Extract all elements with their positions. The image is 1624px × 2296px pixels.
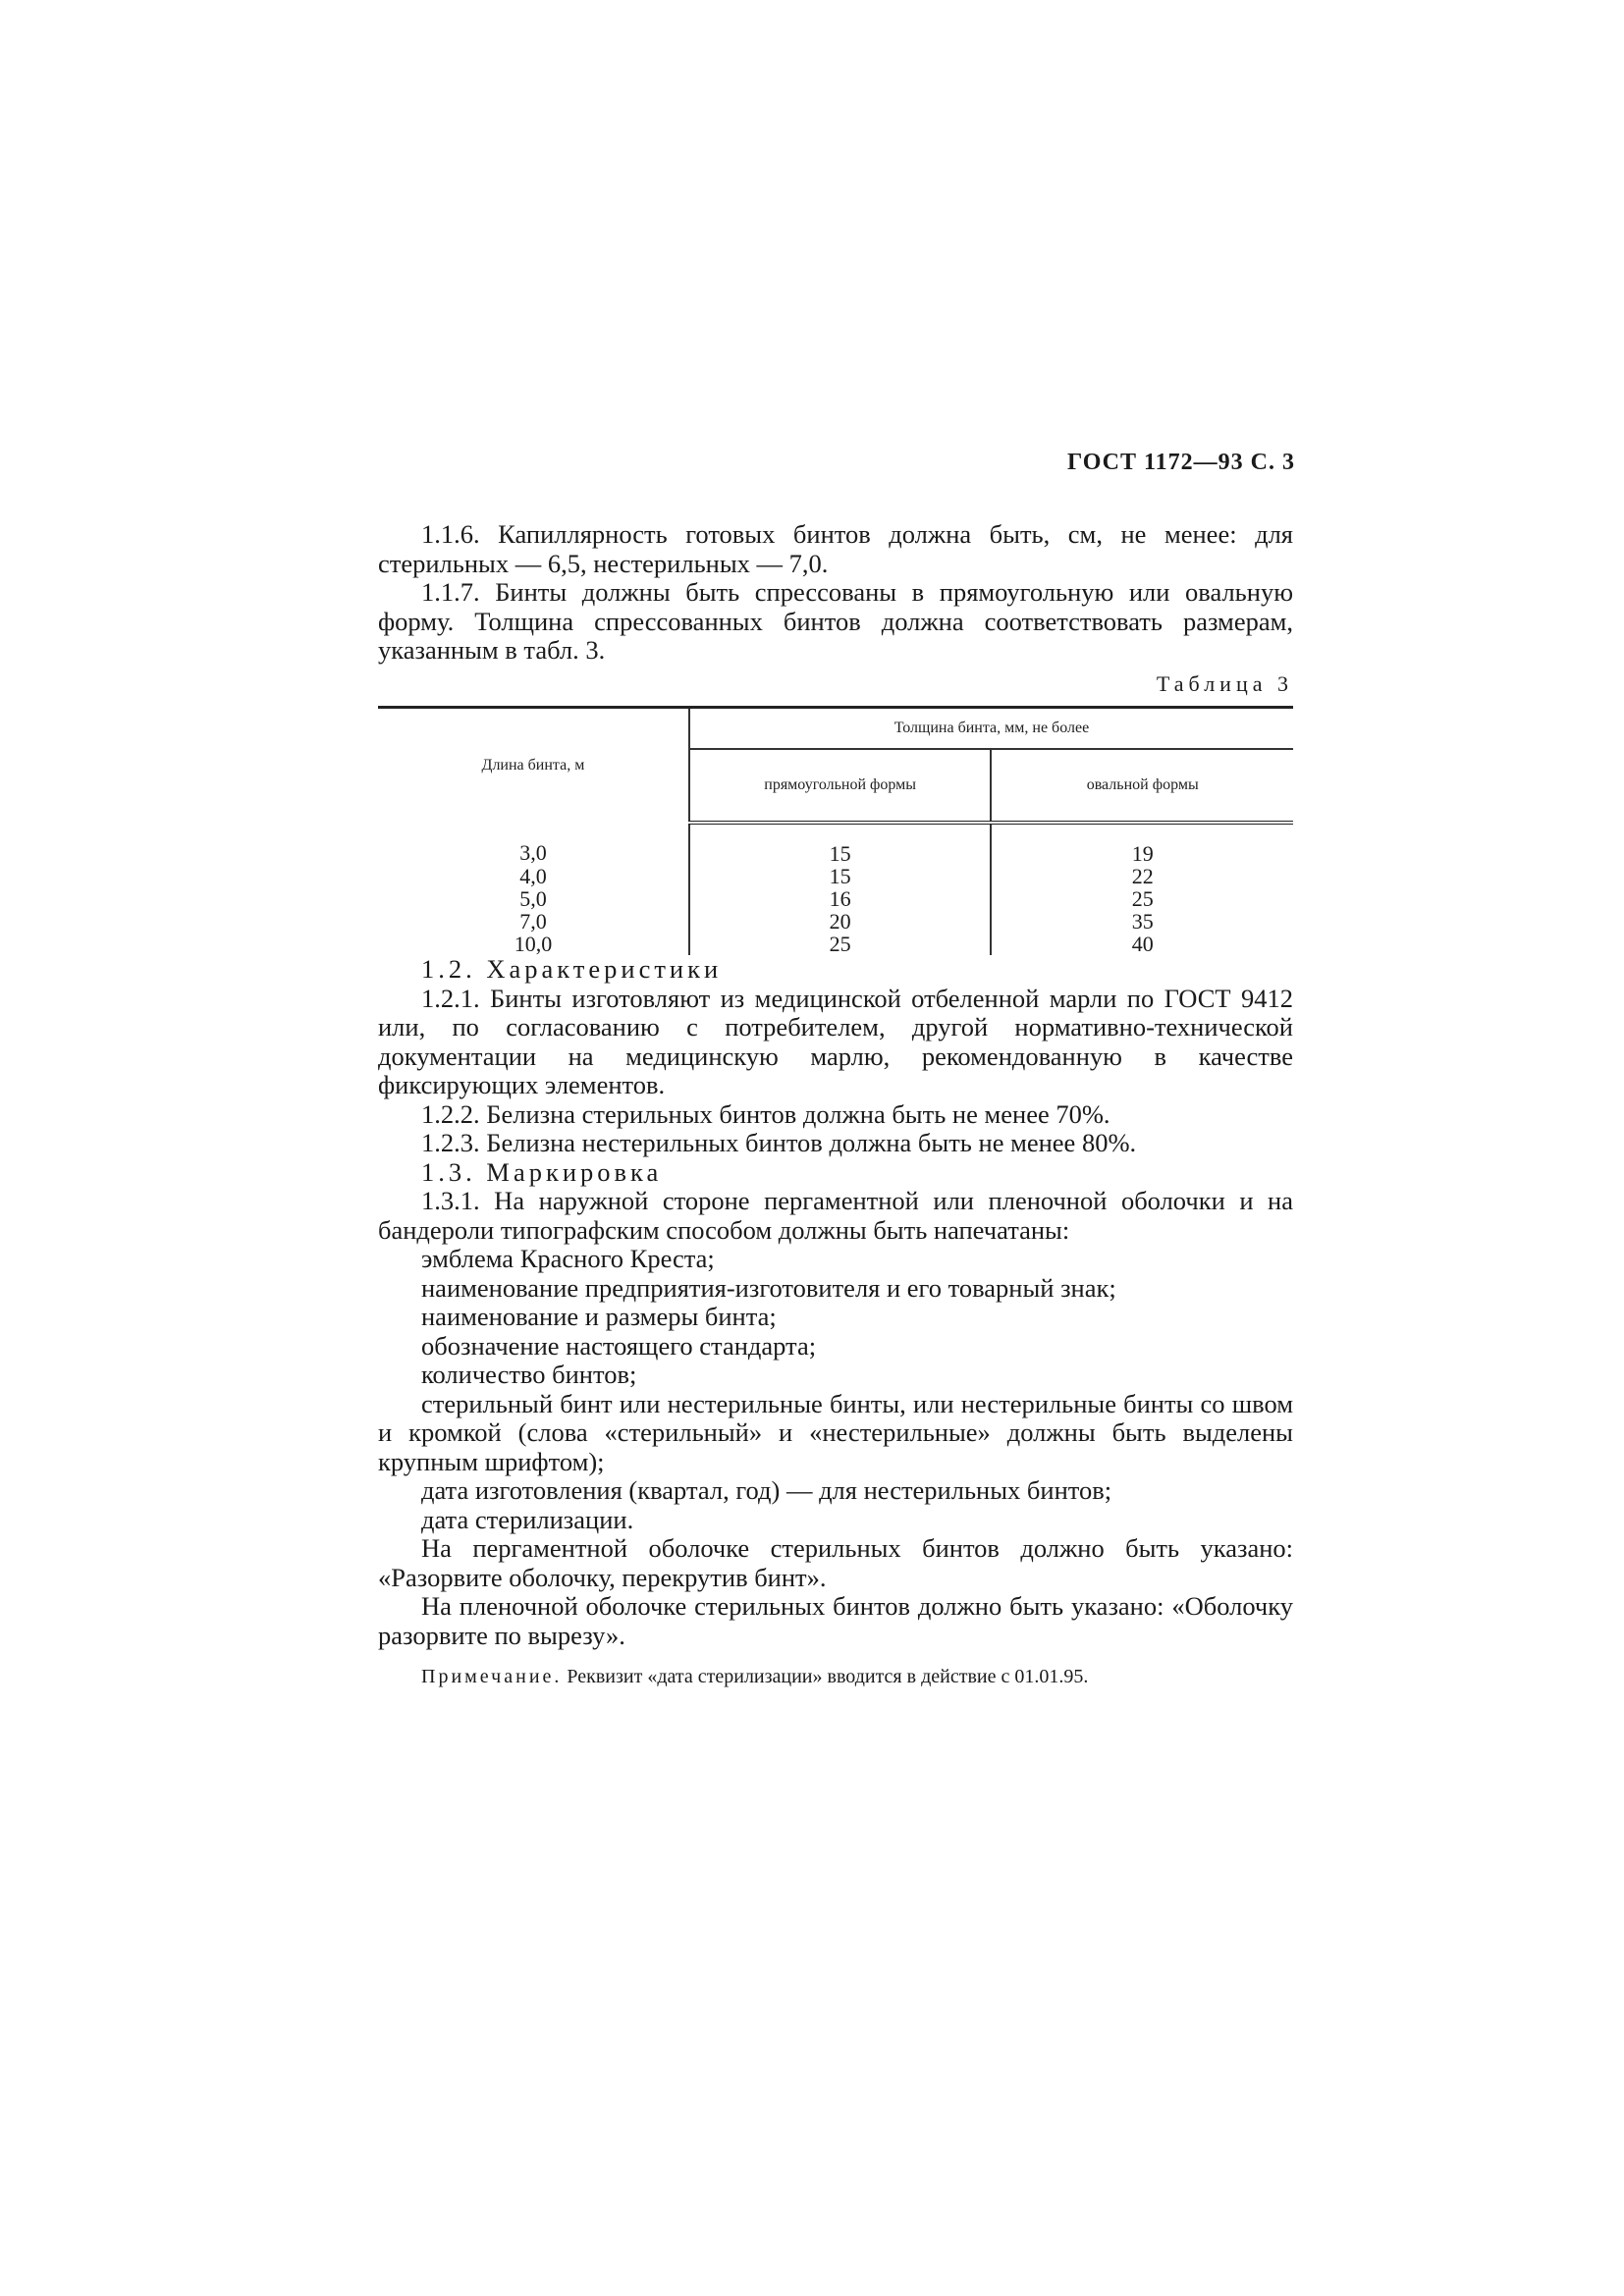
marking-list (378, 1245, 1293, 1390)
cell-oval: 25 (991, 887, 1293, 910)
list-item: дата изготовления (квартал, год) — для нестерильных бинтов; (421, 1475, 1112, 1505)
list-item: эмблема Красного Креста; (421, 1244, 715, 1273)
page-header: ГОСТ 1172—93 С. 3 (1067, 450, 1295, 475)
cell-length: 5,0 (519, 886, 547, 911)
paragraph-1-2-2: 1.2.2. Белизна стерильных бинтов должна быть не менее 70%. (421, 1098, 1110, 1129)
paragraph-film: На пленочной оболочке стерильных бинтов должно быть указано: «Оболочку разорвите по вырезу». (378, 1591, 1293, 1650)
paragraph-parchment: На пергаментной оболочке стерильных бинтов должно быть указано: «Разорвите оболочку, перекрутив бинт». (378, 1533, 1293, 1592)
list-item: наименование и размеры бинта; (421, 1302, 777, 1331)
table-row (378, 823, 1293, 865)
list-item: количество бинтов; (421, 1360, 637, 1389)
paragraph-1-1-6: 1.1.6. Капиллярность готовых бинтов должна быть, см, не менее: для стерильных — 6,5, нестерильных — 7,0. (378, 519, 1293, 578)
col-header-length: Длина бинта, м (378, 708, 689, 824)
document-body (378, 520, 1293, 1690)
section-title-1-3: 1.3. Маркировка (421, 1156, 663, 1187)
table-row (378, 887, 1293, 910)
cell-length: 7,0 (519, 909, 547, 934)
bandage-thickness-table (378, 706, 1293, 955)
list-item: обозначение настоящего стандарта; (421, 1330, 817, 1361)
paragraph-1-3-1: 1.3.1. На наружной стороне пергаментной или пленочной оболочки и на бандероли типографским способом должны быть напечатаны: (378, 1186, 1293, 1245)
cell-rect: 20 (689, 910, 992, 933)
col-header-oval: овальной формы (991, 749, 1293, 823)
cell-oval: 22 (991, 865, 1293, 887)
table-row (378, 933, 1293, 955)
list-item: наименование предприятия-изготовителя и его товарный знак; (421, 1272, 1116, 1303)
table-row (378, 910, 1293, 933)
cell-rect: 16 (689, 887, 992, 910)
cell-rect: 15 (689, 823, 992, 865)
paragraph-1-1-7: 1.1.7. Бинты должны быть спрессованы в прямоугольную или овальную форму. Толщина спрессованных бинтов должна соответствовать размерам, указанным в табл. 3. (378, 577, 1293, 665)
note-text: Реквизит «дата стерилизации» вводится в действие с 01.01.95. (567, 1666, 1089, 1687)
cell-rect: 15 (689, 865, 992, 887)
section-title-1-2: 1.2. Характеристики (421, 954, 723, 984)
paragraph-1-2-3: 1.2.3. Белизна нестерильных бинтов должна быть не менее 80%. (421, 1128, 1137, 1157)
list-item: стерильный бинт или нестерильные бинты, или нестерильные бинты со швом и кромкой (слова «стерильный» и «нестерильные» должны быть выделены крупным шрифтом); (378, 1388, 1293, 1476)
col-header-rect: прямоугольной формы (689, 749, 992, 823)
table-caption: Таблица 3 (1156, 670, 1293, 696)
paragraph-1-2-1: 1.2.1. Бинты изготовляют из медицинской отбеленной марли по ГОСТ 9412 или, по согласованию с потребителем, другой нормативно-технической документации на медицинскую марлю, рекомендованную в качестве фиксирующих элементов. (378, 983, 1293, 1099)
table-row (378, 865, 1293, 887)
cell-length: 3,0 (519, 840, 547, 865)
cell-oval: 40 (991, 933, 1293, 955)
cell-oval: 19 (991, 823, 1293, 865)
cell-oval: 35 (991, 910, 1293, 933)
list-item: дата стерилизации. (421, 1504, 634, 1534)
marking-list-continued (378, 1476, 1293, 1534)
note (378, 1664, 1293, 1690)
cell-length: 10,0 (514, 932, 553, 956)
note-label: Примечание. (421, 1666, 563, 1687)
cell-length: 4,0 (519, 864, 547, 888)
cell-rect: 25 (689, 933, 992, 955)
col-header-thickness: Толщина бинта, мм, не более (689, 708, 1293, 750)
